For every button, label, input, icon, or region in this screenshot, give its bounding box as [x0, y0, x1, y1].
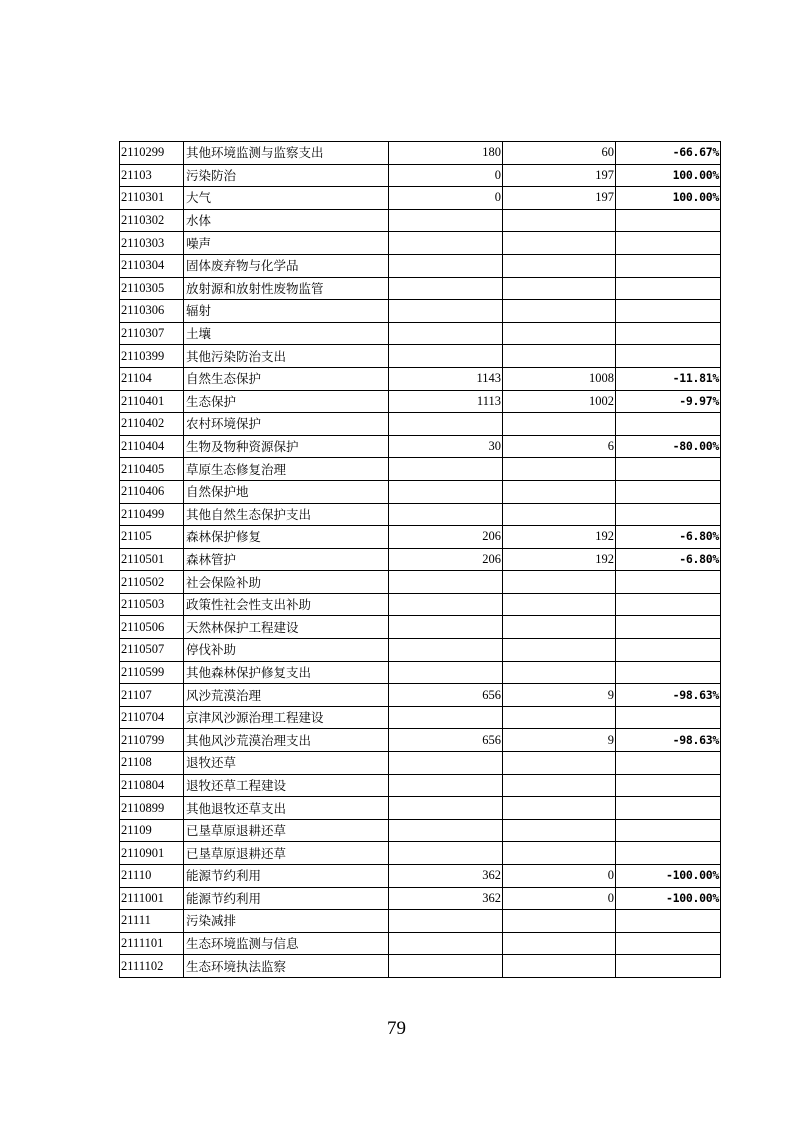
- row-name-cell: 固体废弃物与化学品: [184, 254, 389, 277]
- row-code-cell: 2110305: [120, 277, 184, 300]
- table-row: [120, 548, 721, 571]
- row-value-prev-cell: [389, 842, 503, 865]
- table-row: [120, 593, 721, 616]
- row-name-cell: 已垦草原退耕还草: [184, 819, 389, 842]
- row-name-cell: 其他自然生态保护支出: [184, 503, 389, 526]
- row-value-curr-cell: [503, 254, 616, 277]
- row-code-cell: 2110301: [120, 187, 184, 210]
- row-code-cell: 2110599: [120, 661, 184, 684]
- row-value-prev-cell: [389, 774, 503, 797]
- row-name-cell: 污染防治: [184, 164, 389, 187]
- row-change-pct-cell: [616, 661, 721, 684]
- row-value-curr-cell: [503, 752, 616, 775]
- row-code-cell: 2110405: [120, 458, 184, 481]
- row-change-pct-cell: [616, 774, 721, 797]
- row-value-prev-cell: [389, 955, 503, 978]
- row-change-pct-cell: [616, 345, 721, 368]
- row-change-pct-cell: [616, 842, 721, 865]
- row-value-prev-cell: 206: [389, 526, 503, 549]
- row-code-cell: 2110399: [120, 345, 184, 368]
- table-row: [120, 571, 721, 594]
- row-code-cell: 2111101: [120, 932, 184, 955]
- row-code-cell: 2110503: [120, 593, 184, 616]
- row-change-pct-cell: [616, 480, 721, 503]
- table-row: [120, 322, 721, 345]
- row-code-cell: 2110506: [120, 616, 184, 639]
- table-row: [120, 752, 721, 775]
- page-number: 79: [387, 1018, 406, 1039]
- table-row: [120, 413, 721, 436]
- row-value-prev-cell: [389, 661, 503, 684]
- row-name-cell: 大气: [184, 187, 389, 210]
- row-value-prev-cell: 1143: [389, 367, 503, 390]
- row-value-prev-cell: 656: [389, 729, 503, 752]
- row-change-pct-cell: [616, 593, 721, 616]
- row-name-cell: 其他森林保护修复支出: [184, 661, 389, 684]
- row-value-prev-cell: [389, 910, 503, 933]
- row-value-prev-cell: 362: [389, 865, 503, 888]
- row-name-cell: 污染减排: [184, 910, 389, 933]
- row-name-cell: 农村环境保护: [184, 413, 389, 436]
- row-change-pct-cell: [616, 819, 721, 842]
- row-value-curr-cell: 192: [503, 526, 616, 549]
- row-value-curr-cell: [503, 797, 616, 820]
- row-change-pct-cell: -6.80%: [616, 548, 721, 571]
- row-code-cell: 2110404: [120, 435, 184, 458]
- row-code-cell: 2110306: [120, 300, 184, 323]
- row-value-curr-cell: [503, 571, 616, 594]
- row-value-curr-cell: 192: [503, 548, 616, 571]
- budget-table: [119, 141, 721, 978]
- row-value-prev-cell: [389, 277, 503, 300]
- row-value-curr-cell: [503, 413, 616, 436]
- row-value-curr-cell: 1002: [503, 390, 616, 413]
- row-change-pct-cell: [616, 932, 721, 955]
- row-code-cell: 2110402: [120, 413, 184, 436]
- table-row: [120, 300, 721, 323]
- row-value-curr-cell: [503, 345, 616, 368]
- row-change-pct-cell: [616, 232, 721, 255]
- row-code-cell: 2110303: [120, 232, 184, 255]
- row-change-pct-cell: [616, 503, 721, 526]
- row-name-cell: 其他污染防治支出: [184, 345, 389, 368]
- row-value-curr-cell: [503, 706, 616, 729]
- row-name-cell: 辐射: [184, 300, 389, 323]
- row-name-cell: 森林管护: [184, 548, 389, 571]
- row-value-curr-cell: [503, 639, 616, 662]
- row-name-cell: 土壤: [184, 322, 389, 345]
- row-value-curr-cell: [503, 277, 616, 300]
- row-code-cell: 2110406: [120, 480, 184, 503]
- row-name-cell: 生物及物种资源保护: [184, 435, 389, 458]
- row-value-curr-cell: 6: [503, 435, 616, 458]
- row-value-prev-cell: [389, 616, 503, 639]
- row-value-prev-cell: [389, 300, 503, 323]
- row-code-cell: 21111: [120, 910, 184, 933]
- row-value-prev-cell: 656: [389, 684, 503, 707]
- row-name-cell: 退牧还草工程建设: [184, 774, 389, 797]
- row-value-curr-cell: [503, 209, 616, 232]
- row-value-prev-cell: 0: [389, 187, 503, 210]
- row-change-pct-cell: -66.67%: [616, 142, 721, 165]
- row-value-curr-cell: [503, 458, 616, 481]
- row-value-curr-cell: [503, 593, 616, 616]
- row-value-prev-cell: [389, 932, 503, 955]
- row-change-pct-cell: 100.00%: [616, 164, 721, 187]
- row-name-cell: 风沙荒漠治理: [184, 684, 389, 707]
- row-value-prev-cell: 180: [389, 142, 503, 165]
- row-value-prev-cell: [389, 254, 503, 277]
- row-value-prev-cell: [389, 797, 503, 820]
- row-code-cell: 2110501: [120, 548, 184, 571]
- row-value-curr-cell: [503, 955, 616, 978]
- table-row: [120, 209, 721, 232]
- row-name-cell: 停伐补助: [184, 639, 389, 662]
- row-value-curr-cell: [503, 232, 616, 255]
- row-value-curr-cell: [503, 322, 616, 345]
- table-row: [120, 458, 721, 481]
- row-name-cell: 自然生态保护: [184, 367, 389, 390]
- table-row: [120, 932, 721, 955]
- row-change-pct-cell: -98.63%: [616, 684, 721, 707]
- row-code-cell: 21109: [120, 819, 184, 842]
- row-name-cell: 噪声: [184, 232, 389, 255]
- row-change-pct-cell: [616, 910, 721, 933]
- table-row: [120, 390, 721, 413]
- table-body: [120, 142, 721, 978]
- row-value-prev-cell: [389, 209, 503, 232]
- row-change-pct-cell: -100.00%: [616, 887, 721, 910]
- row-name-cell: 京津风沙源治理工程建设: [184, 706, 389, 729]
- table-row: [120, 819, 721, 842]
- row-name-cell: 自然保护地: [184, 480, 389, 503]
- row-value-curr-cell: [503, 774, 616, 797]
- row-name-cell: 生态保护: [184, 390, 389, 413]
- row-change-pct-cell: [616, 616, 721, 639]
- row-name-cell: 已垦草原退耕还草: [184, 842, 389, 865]
- row-change-pct-cell: [616, 797, 721, 820]
- row-code-cell: 21110: [120, 865, 184, 888]
- row-change-pct-cell: [616, 639, 721, 662]
- row-value-prev-cell: 30: [389, 435, 503, 458]
- row-value-prev-cell: [389, 345, 503, 368]
- row-value-curr-cell: [503, 616, 616, 639]
- row-value-prev-cell: [389, 571, 503, 594]
- row-change-pct-cell: -9.97%: [616, 390, 721, 413]
- row-value-prev-cell: [389, 593, 503, 616]
- row-name-cell: 天然林保护工程建设: [184, 616, 389, 639]
- row-code-cell: 2110299: [120, 142, 184, 165]
- table-row: [120, 480, 721, 503]
- row-value-curr-cell: [503, 300, 616, 323]
- table-row: [120, 345, 721, 368]
- row-change-pct-cell: [616, 277, 721, 300]
- row-value-prev-cell: [389, 639, 503, 662]
- row-change-pct-cell: -100.00%: [616, 865, 721, 888]
- table-row: [120, 910, 721, 933]
- row-code-cell: 2111102: [120, 955, 184, 978]
- row-change-pct-cell: [616, 209, 721, 232]
- row-name-cell: 能源节约利用: [184, 865, 389, 888]
- row-value-curr-cell: 9: [503, 684, 616, 707]
- row-change-pct-cell: [616, 254, 721, 277]
- row-value-curr-cell: [503, 503, 616, 526]
- row-code-cell: 2110307: [120, 322, 184, 345]
- table-row: [120, 842, 721, 865]
- row-value-curr-cell: [503, 661, 616, 684]
- row-code-cell: 2110899: [120, 797, 184, 820]
- row-name-cell: 其他风沙荒漠治理支出: [184, 729, 389, 752]
- row-code-cell: 2110302: [120, 209, 184, 232]
- table-row: [120, 684, 721, 707]
- table-row: [120, 616, 721, 639]
- row-value-prev-cell: [389, 480, 503, 503]
- row-change-pct-cell: [616, 322, 721, 345]
- row-value-curr-cell: 197: [503, 187, 616, 210]
- table-row: [120, 774, 721, 797]
- row-code-cell: 2110502: [120, 571, 184, 594]
- row-value-curr-cell: 0: [503, 887, 616, 910]
- table-row: [120, 729, 721, 752]
- row-value-prev-cell: 206: [389, 548, 503, 571]
- row-name-cell: 能源节约利用: [184, 887, 389, 910]
- row-change-pct-cell: [616, 571, 721, 594]
- row-change-pct-cell: -6.80%: [616, 526, 721, 549]
- row-name-cell: 退牧还草: [184, 752, 389, 775]
- row-value-prev-cell: 0: [389, 164, 503, 187]
- table-row: [120, 277, 721, 300]
- row-code-cell: 2110704: [120, 706, 184, 729]
- row-code-cell: 2110901: [120, 842, 184, 865]
- table-row: [120, 526, 721, 549]
- row-change-pct-cell: [616, 458, 721, 481]
- table-row: [120, 254, 721, 277]
- row-change-pct-cell: -98.63%: [616, 729, 721, 752]
- table-row: [120, 503, 721, 526]
- row-value-prev-cell: [389, 706, 503, 729]
- row-change-pct-cell: -80.00%: [616, 435, 721, 458]
- table-row: [120, 164, 721, 187]
- row-change-pct-cell: 100.00%: [616, 187, 721, 210]
- row-value-prev-cell: [389, 413, 503, 436]
- row-name-cell: 水体: [184, 209, 389, 232]
- table-row: [120, 435, 721, 458]
- row-value-curr-cell: 9: [503, 729, 616, 752]
- row-change-pct-cell: [616, 752, 721, 775]
- table-row: [120, 367, 721, 390]
- row-code-cell: 21103: [120, 164, 184, 187]
- row-name-cell: 放射源和放射性废物监管: [184, 277, 389, 300]
- row-name-cell: 其他环境监测与监察支出: [184, 142, 389, 165]
- row-value-prev-cell: [389, 503, 503, 526]
- row-code-cell: 2110304: [120, 254, 184, 277]
- row-value-prev-cell: [389, 322, 503, 345]
- row-change-pct-cell: [616, 706, 721, 729]
- row-value-prev-cell: [389, 232, 503, 255]
- row-code-cell: 21108: [120, 752, 184, 775]
- row-value-curr-cell: [503, 480, 616, 503]
- row-code-cell: 2110804: [120, 774, 184, 797]
- table-row: [120, 887, 721, 910]
- table-row: [120, 955, 721, 978]
- row-value-curr-cell: [503, 932, 616, 955]
- row-value-prev-cell: [389, 819, 503, 842]
- row-code-cell: 21107: [120, 684, 184, 707]
- row-name-cell: 森林保护修复: [184, 526, 389, 549]
- row-value-prev-cell: [389, 458, 503, 481]
- row-name-cell: 生态环境执法监察: [184, 955, 389, 978]
- row-value-curr-cell: [503, 819, 616, 842]
- table-row: [120, 142, 721, 165]
- table-row: [120, 797, 721, 820]
- table-row: [120, 865, 721, 888]
- row-name-cell: 草原生态修复治理: [184, 458, 389, 481]
- row-code-cell: 21105: [120, 526, 184, 549]
- row-value-prev-cell: [389, 752, 503, 775]
- row-name-cell: 社会保险补助: [184, 571, 389, 594]
- row-value-prev-cell: 362: [389, 887, 503, 910]
- row-value-curr-cell: [503, 910, 616, 933]
- row-value-curr-cell: 60: [503, 142, 616, 165]
- row-change-pct-cell: [616, 300, 721, 323]
- row-name-cell: 生态环境监测与信息: [184, 932, 389, 955]
- table-row: [120, 706, 721, 729]
- row-code-cell: 2110499: [120, 503, 184, 526]
- row-code-cell: 21104: [120, 367, 184, 390]
- row-value-curr-cell: 1008: [503, 367, 616, 390]
- row-value-curr-cell: 197: [503, 164, 616, 187]
- row-change-pct-cell: [616, 413, 721, 436]
- row-name-cell: 政策性社会性支出补助: [184, 593, 389, 616]
- table-row: [120, 232, 721, 255]
- row-value-curr-cell: [503, 842, 616, 865]
- row-code-cell: 2110401: [120, 390, 184, 413]
- table-row: [120, 639, 721, 662]
- row-value-curr-cell: 0: [503, 865, 616, 888]
- row-change-pct-cell: -11.81%: [616, 367, 721, 390]
- row-code-cell: 2110799: [120, 729, 184, 752]
- row-change-pct-cell: [616, 955, 721, 978]
- row-code-cell: 2111001: [120, 887, 184, 910]
- row-code-cell: 2110507: [120, 639, 184, 662]
- row-value-prev-cell: 1113: [389, 390, 503, 413]
- row-name-cell: 其他退牧还草支出: [184, 797, 389, 820]
- table-row: [120, 661, 721, 684]
- table-row: [120, 187, 721, 210]
